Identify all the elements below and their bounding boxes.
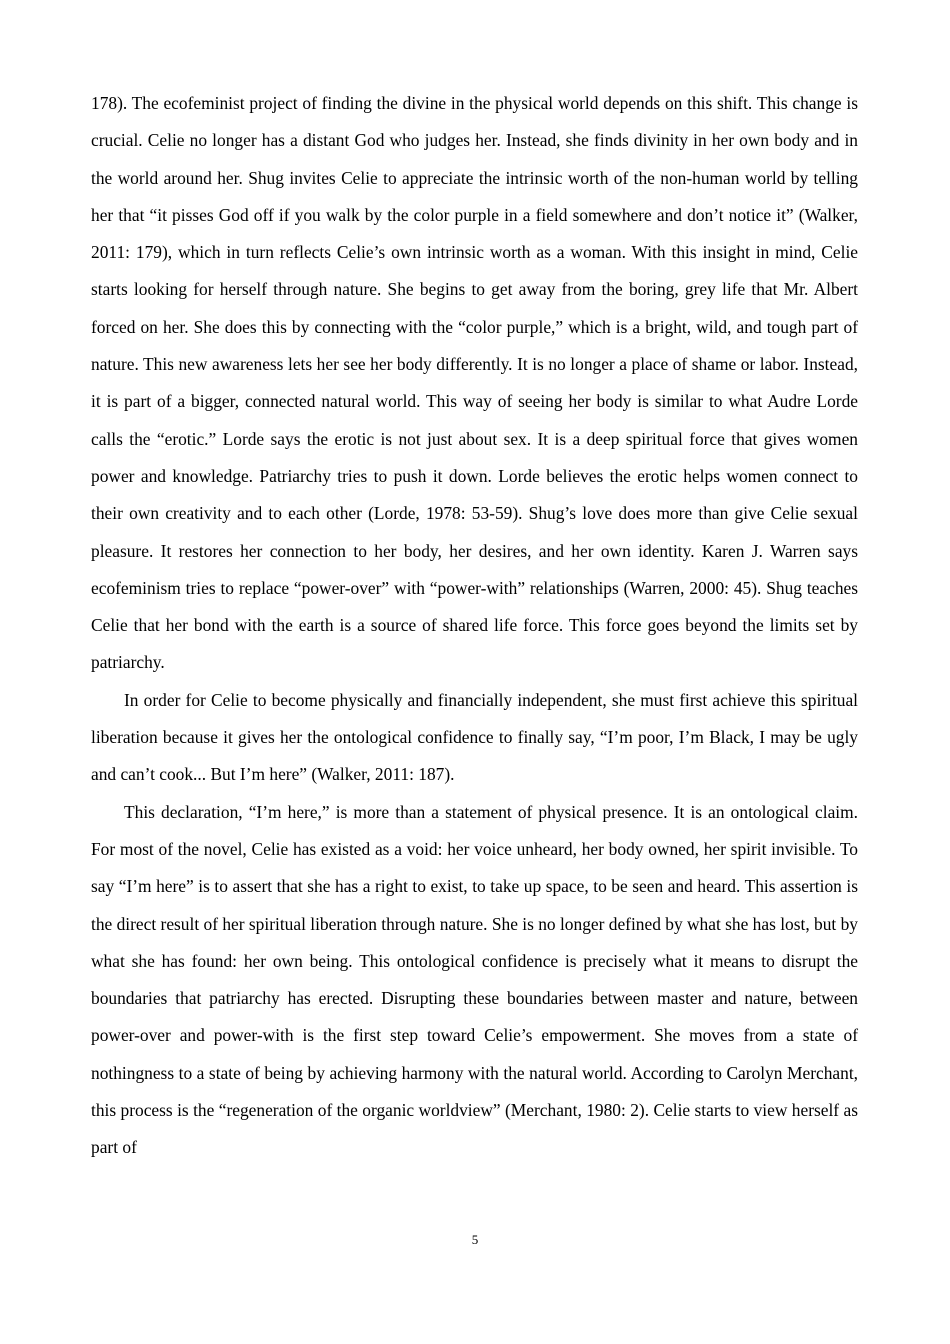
body-text xyxy=(91,85,858,1167)
paragraph-3: This declaration, “I’m here,” is more than a statement of physical presence. It is an ontological claim. For most of the novel, Celie has existed as a void: her voice unheard, her body owned, her spirit invisible. To say “I’m here” is to assert that she has a right to exist, to take up space, to be seen and heard. This assertion is the direct result of her spiritual liberation through nature. She is no longer defined by what she has lost, but by what she has found: her own being. This ontological confidence is precisely what it means to disrupt the boundaries that patriarchy has erected. Disrupting these boundaries between master and nature, between power-over and power-with is the first step toward Celie’s empowerment. She moves from a state of nothingness to a state of being by achieving harmony with the natural world. According to Carolyn Merchant, this process is the “regeneration of the organic worldview” (Merchant, 1980: 2). Celie starts to view herself as part of xyxy=(91,801,858,1158)
paragraph-1: 178). The ecofeminist project of finding the divine in the physical world depends on this shift. This change is crucial. Celie no longer has a distant God who judges her. Instead, she finds divinity in her own body and in the world around her. Shug invites Celie to appreciate the intrinsic worth of the non-human world by telling her that “it pisses God off if you walk by the color purple in a field somewhere and don’t notice it” (Walker, 2011: 179), which in turn reflects Celie’s own intrinsic worth as a woman. With this insight in mind, Celie starts looking for herself through nature. She begins to get away from the boring, grey life that Mr. Albert forced on her. She does this by connecting with the “color purple,” which is a bright, wild, and tough part of nature. This new awareness lets her see her body differently. It is no longer a place of shame or labor. Instead, it is part of a bigger, connected natural world. This way of seeing her body is similar to what Audre Lorde calls the “erotic.” Lorde says the erotic is not just about sex. It is a deep spiritual force that gives women power and knowledge. Patriarchy tries to push it down. Lorde believes the erotic helps women connect to their own creativity and to each other (Lorde, 1978: 53-59). Shug’s love does more than give Celie sexual pleasure. It restores her connection to her body, her desires, and her own identity. Karen J. Warren says ecofeminism tries to replace “power-over” with “power-with” relationships (Warren, 2000: 45). Shug teaches Celie that her bond with the earth is a source of shared life force. This force goes beyond the limits set by patriarchy. xyxy=(91,93,858,673)
paragraph-2: In order for Celie to become physically and financially independent, she must first achieve this spiritual liberation because it gives her the ontological confidence to finally say, “I’m poor, I’m Black, I may be ugly and can’t cook... But I’m here” (Walker, 2011: 187). xyxy=(91,689,858,785)
page-number: 5 xyxy=(471,1232,479,1247)
